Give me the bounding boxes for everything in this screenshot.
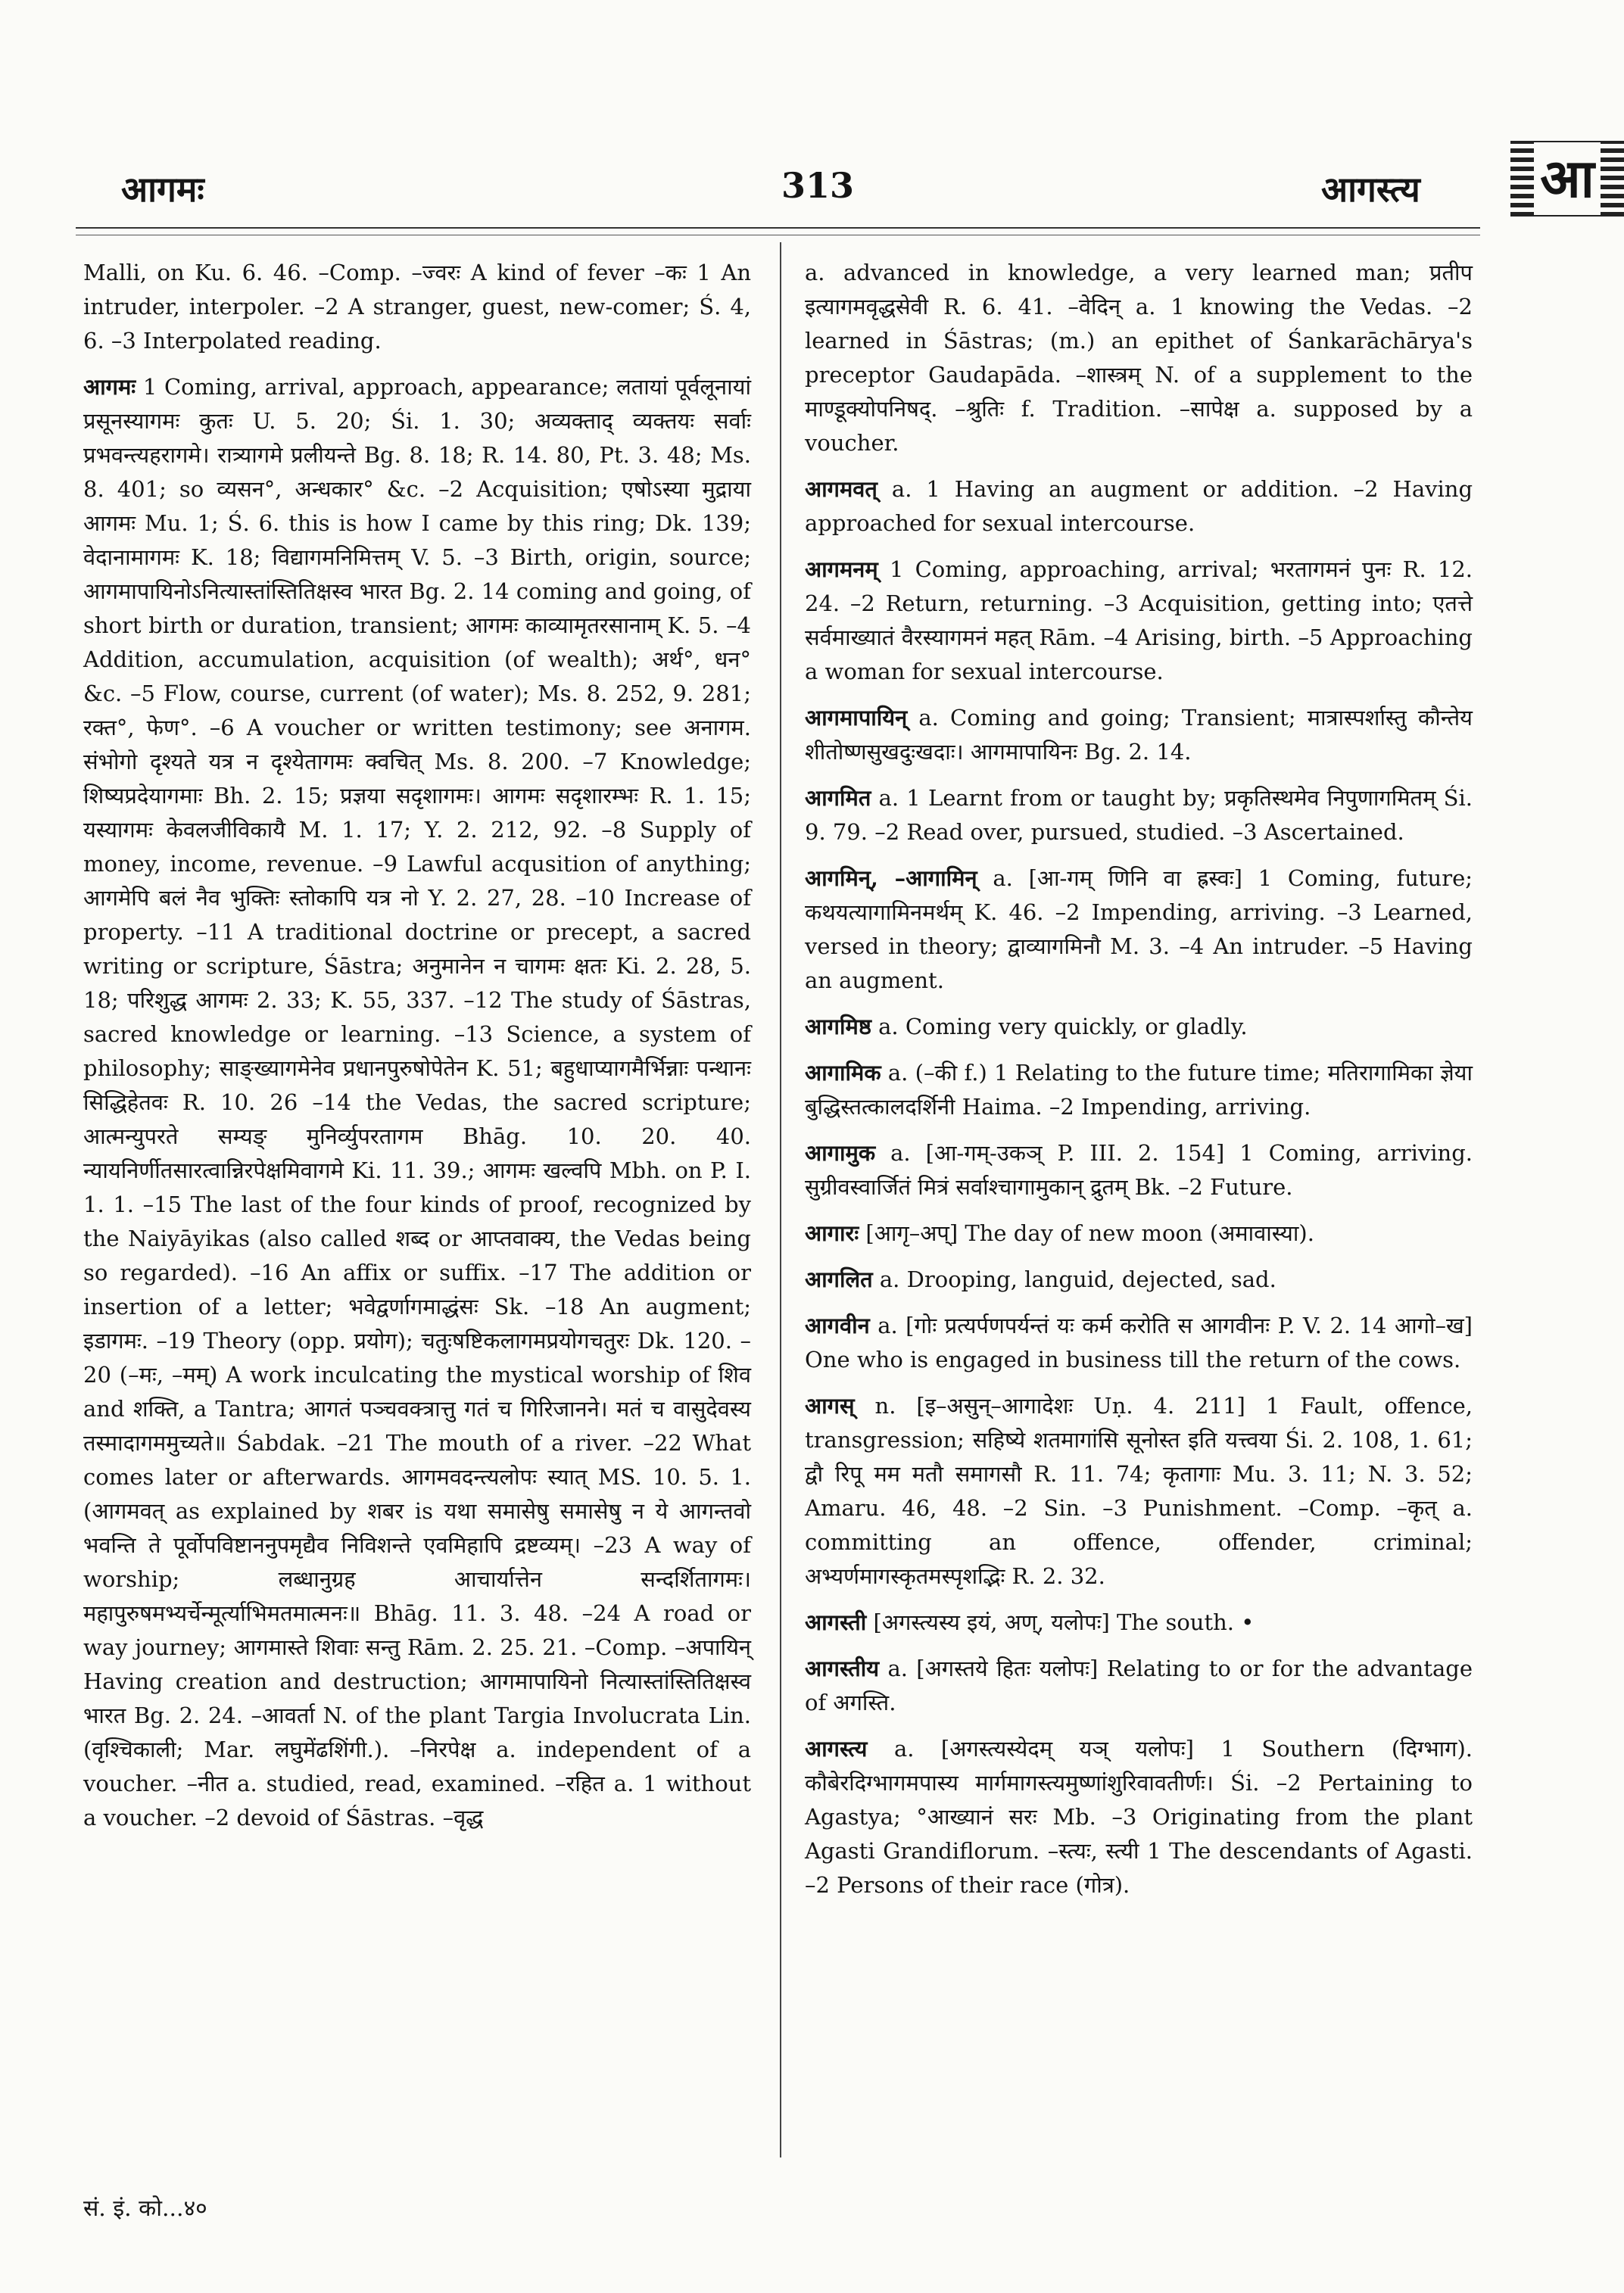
dictionary-entry	[805, 1136, 1473, 1204]
dictionary-entry	[805, 1263, 1473, 1297]
entry-headword: आगवीन	[805, 1313, 870, 1338]
entry-text: a. [गोः प्रत्यर्पणपर्यन्तं यः कर्म करोति स आगवीनः P. V. 2. 14 आगो–ख] One who is engaged in business till the return of the cows.	[805, 1313, 1473, 1372]
entry-text: a. 1 Learnt from or taught by; प्रकृतिस्थमेव निपुणागमितम् Śi. 9. 79. –2 Read over, pursued, studied. –3 Ascertained.	[805, 785, 1473, 845]
dictionary-entry	[83, 370, 751, 1835]
entry-text: n. [इ–असुन्–आगादेशः Uṇ. 4. 211] 1 Fault, offence, transgression; सहिष्ये शतमागांसि सूनोस्त इति यत्त्वया Śi. 2. 108, 1. 61; द्वौ रिपू मम मतौ समागसौ R. 11. 74; कृतागाः Mu. 3. 11; N. 3. 52; Amaru. 46, 48. –2 Sin. –3 Punishment. –Comp. –कृत् a. committing an offence, offender, criminal; अभ्यर्णमागस्कृतमस्पृशद्भिः R. 2. 32.	[805, 1393, 1473, 1589]
entry-headword: आगमनम्	[805, 556, 878, 582]
thumb-index-letter: आ	[1534, 142, 1601, 215]
dictionary-entry	[805, 861, 1473, 998]
entry-headword: आगस्	[805, 1393, 855, 1419]
signature-mark: सं. इं. को...४०	[83, 2195, 207, 2222]
entry-headword: आगमः	[83, 374, 136, 400]
entry-headword: आगमित	[805, 785, 871, 811]
entry-text: a. [आ-गम्-उकञ् P. III. 2. 154] 1 Coming, arriving. सुग्रीवस्वार्जितं मित्रं सर्वाश्चागामुकान् द्रुतम् Bk. –2 Future.	[805, 1140, 1473, 1200]
entry-text: Malli, on Ku. 6. 46. –Comp. –ज्वरः A kind of fever –कः 1 An intruder, interpoler. –2 A stranger, guest, new-comer; Ś. 4, 6. –3 Interpolated reading.	[83, 260, 751, 354]
right-column	[805, 256, 1473, 1914]
dictionary-entry	[805, 781, 1473, 849]
thumb-index-tab	[1510, 141, 1624, 217]
entry-headword: आगारः	[805, 1220, 859, 1246]
running-head-left: आगमः	[121, 169, 204, 210]
page-number: 313	[781, 165, 855, 206]
dictionary-entry	[805, 1309, 1473, 1377]
entry-text: a. advanced in knowledge, a very learned man; प्रतीप इत्यागमवृद्धसेवी R. 6. 41. –वेदिन् a. 1 knowing the Vedas. –2 learned in Śāstras; (m.) an epithet of Śankarāchārya's preceptor Gaudapāda. –शास्त्रम् N. of a supplement to the माण्डूक्योपनिषद्. –श्रुतिः f. Tradition. –सापेक्ष a. supposed by a voucher.	[805, 260, 1473, 456]
dictionary-entry	[805, 701, 1473, 769]
column-divider	[780, 242, 781, 2157]
entry-headword: आगमवत्	[805, 476, 877, 502]
entry-headword: आगमिन्, –आगामिन्	[805, 865, 977, 891]
entry-text: a. [अगस्तये हितः यलोपः] Relating to or for the advantage of अगस्ति.	[805, 1656, 1473, 1715]
dictionary-entry	[805, 1010, 1473, 1044]
entry-text: a. 1 Having an augment or addition. –2 Having approached for sexual intercourse.	[805, 476, 1473, 536]
entry-text: a. (–की f.) 1 Relating to the future time; मतिरागामिका ज्ञेया बुद्धिस्तत्कालदर्शिनी Haima. –2 Impending, arriving.	[805, 1060, 1473, 1120]
entry-text: a. [अगस्त्यस्येदम् यञ् यलोपः] 1 Southern (दिग्भाग). कौबेरदिग्भागमपास्य मार्गमागस्त्यमुष्णांशुरिवावतीर्णः। Śi. –2 Pertaining to Agastya; °आख्यानं सरः Mb. –3 Originating from the plant Agasti Grandiflorum. –स्त्यः, स्त्यी 1 The descendants of Agasti. –2 Persons of their race (गोत्र).	[805, 1736, 1473, 1898]
entry-headword: आगमापायिन्	[805, 705, 908, 731]
entry-headword: आगस्तीय	[805, 1656, 880, 1681]
entry-text: [अगस्त्यस्य इयं, अण्, यलोपः] The south. •	[873, 1609, 1255, 1635]
entry-headword: आगमिष्ठ	[805, 1014, 871, 1039]
dictionary-entry	[83, 256, 751, 358]
entry-text: a. [आ-गम् णिनि वा ह्रस्वः] 1 Coming, future; कथयत्यागामिनमर्थम् K. 46. –2 Impending, arriving. –3 Learned, versed in theory; द्वाव्यागमिनौ M. 3. –4 An intruder. –5 Having an augment.	[805, 865, 1473, 993]
dictionary-entry	[805, 256, 1473, 460]
entry-text: a. Coming and going; Transient; मात्रास्पर्शास्तु कौन्तेय शीतोष्णसुखदुःखदाः। आगमापायिनः Bg. 2. 14.	[805, 705, 1473, 765]
dictionary-entry	[805, 1217, 1473, 1251]
dictionary-entry	[805, 1389, 1473, 1594]
entry-headword: आगस्ती	[805, 1609, 867, 1635]
dictionary-entry	[805, 1652, 1473, 1720]
left-column	[83, 256, 751, 1847]
entry-headword: आगामिक	[805, 1060, 881, 1086]
header-rule	[76, 227, 1480, 229]
dictionary-entry	[805, 472, 1473, 541]
dictionary-entry	[805, 1732, 1473, 1902]
entry-text: a. Coming very quickly, or gladly.	[878, 1014, 1248, 1039]
entry-headword: आगामुक	[805, 1140, 876, 1166]
entry-headword: आगस्त्य	[805, 1736, 868, 1762]
entry-text: [आगृ–अप्] The day of new moon (अमावास्या).	[865, 1220, 1314, 1246]
entry-text: 1 Coming, arrival, approach, appearance; लतायां पूर्वलूनायां प्रसूनस्यागमः कुतः U. 5. 20; Śi. 1. 30; अव्यक्ताद् व्यक्तयः सर्वाः प्रभवन्त्यहरागमे। रात्र्यागमे प्रलीयन्ते Bg. 8. 18; R. 14. 80, Pt. 3. 48; Ms. 8. 401; so व्यसन°, अन्धकार° &c. –2 Acquisition; एषोऽस्या मुद्राया आगमः Mu. 1; Ś. 6. this is how I came by this ring; Dk. 139; वेदानामागमः K. 18; विद्यागमनिमित्तम् V. 5. –3 Birth, origin, source; आगमापायिनोऽनित्यास्तांस्तितिक्षस्व भारत Bg. 2. 14 coming and going, of short birth or duration, transient; आगमः काव्यामृतरसानाम् K. 5. –4 Addition, accumulation, acquisition (of wealth); अर्थ°, धन° &c. –5 Flow, course, current (of water); Ms. 8. 252, 9. 281; रक्त°, फेण°. –6 A voucher or written testimony; see अनागम. संभोगो दृश्यते यत्र न दृश्येतागमः क्वचित् Ms. 8. 200. –7 Knowledge; शिष्यप्रदेयागमाः Bh. 2. 15; प्रज्ञया सदृशागमः। आगमः सदृशारम्भः R. 1. 15; यस्यागमः केवलजीविकायै M. 1. 17; Y. 2. 212, 92. –8 Supply of money, income, revenue. –9 Lawful acqusition of anything; आगमेपि बलं नैव भुक्तिः स्तोकापि यत्र नो Y. 2. 27, 28. –10 Increase of property. –11 A traditional doctrine or precept, a sacred writing or scripture, Śāstra; अनुमानेन न चागमः क्षतः Ki. 2. 28, 5. 18; परिशुद्ध आगमः 2. 33; K. 55, 337. –12 The study of Śāstras, sacred knowledge or learning. –13 Science, a system of philosophy; साङ्ख्यागमेनेव प्रधानपुरुषोपेतेन K. 51; बहुधाप्यागमैर्भिन्नाः पन्थानः सिद्धिहेतवः R. 10. 26 –14 the Vedas, the sacred scripture; आत्मन्युपरते सम्यङ् मुनिर्व्युपरतागम Bhāg. 10. 20. 40. न्यायनिर्णीतसारत्वान्निरपेक्षमिवागमे Ki. 11. 39.; आगमः खल्वपि Mbh. on P. I. 1. 1. –15 The last of the four kinds of proof, recognized by the Naiyāyikas (also called शब्द or आप्तवाक्य, the Vedas being so regarded). –16 An affix or suffix. –17 The addition or insertion of a letter; भवेद्वर्णागमाद्धंसः Sk. –18 An augment; इडागमः. –19 Theory (opp. प्रयोग); चतुःषष्टिकलागमप्रयोगचतुरः Dk. 120. –20 (–मः, –मम्) A work inculcating the mystical worship of शिव and शक्ति, a Tantra; आगतं पञ्चवक्त्रात्तु गतं च गिरिजानने। मतं च वासुदेवस्य तस्मादागममुच्यते॥ Śabdak. –21 The mouth of a river. –22 What comes later or afterwards. आगमवदन्त्यलोपः स्यात् MS. 10. 5. 1. (आगमवत् as explained by शबर is यथा समासेषु समासेषु न ये आगन्तवो भवन्ति ते पूर्वोपविष्टाननुपमृद्यैव निविशन्ते एवमिहापि द्रष्टव्यम्। –23 A way of worship; लब्धानुग्रह आचार्यात्तेन सन्दर्शितागमः। महापुरुषमभ्यर्चेन्मूर्त्याभिमतमात्मनः॥ Bhāg. 11. 3. 48. –24 A road or way journey; आगमास्ते शिवाः सन्तु Rām. 2. 25. 21. –Comp. –अपायिन् Having creation and destruction; आगमापायिनो नित्यास्तांस्तितिक्षस्व भारत Bg. 2. 24. –आवर्ता N. of the plant Targia Involucrata Lin. (वृश्चिकाली; Mar. लघुमेंढशिंगी.). –निरपेक्ष a. independent of a voucher. –नीत a. studied, read, examined. –रहित a. 1 without a voucher. –2 devoid of Śāstras. –वृद्ध	[83, 374, 751, 1830]
dictionary-entry	[805, 1606, 1473, 1640]
entry-text: 1 Coming, approaching, arrival; भरतागमनं पुनः R. 12. 24. –2 Return, returning. –3 Acquisition, getting into; एतत्ते सर्वमाख्यातं वैरस्यागमनं महत् Rām. –4 Arising, birth. –5 Approaching a woman for sexual intercourse.	[805, 556, 1473, 684]
entry-headword: आगलित	[805, 1266, 873, 1292]
dictionary-entry	[805, 553, 1473, 689]
dictionary-entry	[805, 1056, 1473, 1124]
entry-text: a. Drooping, languid, dejected, sad.	[879, 1266, 1276, 1292]
running-head-right: आगस्त्य	[1321, 169, 1420, 210]
